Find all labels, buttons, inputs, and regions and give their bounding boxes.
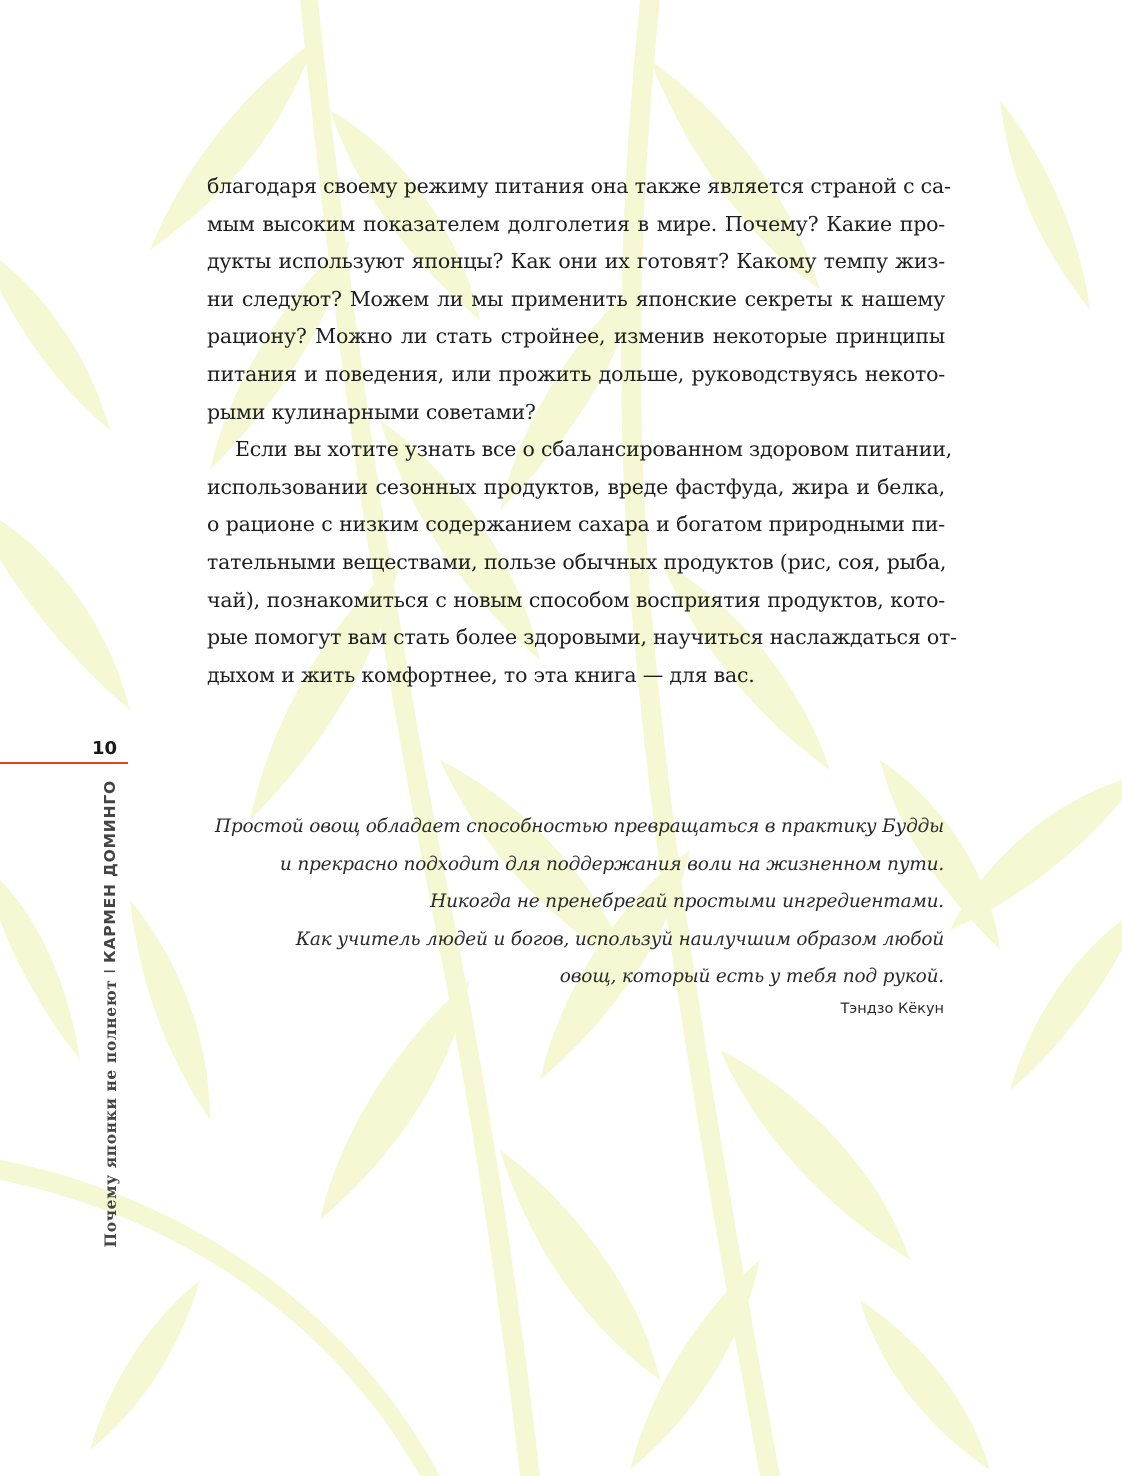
body-line: чай), познакомиться с новым способом восприятия продуктов, кото- bbox=[207, 587, 945, 612]
epigraph-line: Как учитель людей и богов, используй наилучшим образом любой bbox=[295, 928, 944, 950]
body-line: благодаря своему режиму питания она также является страной с са- bbox=[207, 174, 951, 198]
body-line: ни следуют? Можем ли мы применить японские секреты к нашему bbox=[207, 286, 945, 311]
body-line: тательными веществами, пользе обычных продуктов (рис, соя, рыба, bbox=[207, 549, 947, 574]
page-number: 10 bbox=[92, 738, 118, 759]
body-line: о рационе с низким содержанием сахара и богатом природными пи- bbox=[207, 512, 945, 537]
body-line: мым высоким показателем долголетия в мире. Почему? Какие про- bbox=[207, 211, 945, 236]
body-line: использовании сезонных продуктов, вреде фастфуда, жира и белка, bbox=[207, 474, 945, 499]
running-head bbox=[95, 780, 125, 1255]
body-line: рые помогут вам стать более здоровыми, научиться наслаждаться от- bbox=[207, 625, 957, 650]
epigraph-line: Никогда не пренебрегай простыми ингредиентами. bbox=[430, 891, 944, 912]
epigraph-line: овощ, который есть у тебя под рукой. bbox=[559, 966, 944, 987]
running-head-author: КАРМЕН ДОМИНГО bbox=[101, 780, 119, 964]
body-line: дукты используют японцы? Как они их готовят? Какому темпу жиз- bbox=[207, 249, 945, 274]
running-head-separator: I bbox=[101, 969, 119, 974]
page-number-rule bbox=[0, 762, 128, 764]
epigraph-author: Тэндзо Кёкун bbox=[840, 1001, 944, 1017]
body-text bbox=[207, 168, 957, 694]
epigraph bbox=[200, 808, 944, 996]
body-line: рыми кулинарными советами? bbox=[207, 399, 536, 424]
body-line: питания и поведения, или прожить дольше, руководствуясь некото- bbox=[207, 361, 945, 386]
body-line: дыхом и жить комфортнее, то эта книга — для вас. bbox=[207, 662, 755, 687]
running-head-book-title: Почему японки не полнеют bbox=[100, 979, 120, 1248]
epigraph-line: и прекрасно подходит для поддержания воли на жизненном пути. bbox=[279, 853, 944, 875]
epigraph-line: Простой овощ обладает способностью превращаться в практику Будды bbox=[214, 816, 944, 837]
body-line: Если вы хотите узнать все о сбалансированном здоровом питании, bbox=[235, 437, 953, 462]
body-line: рациону? Можно ли стать стройнее, изменив некоторые принципы bbox=[207, 324, 945, 349]
